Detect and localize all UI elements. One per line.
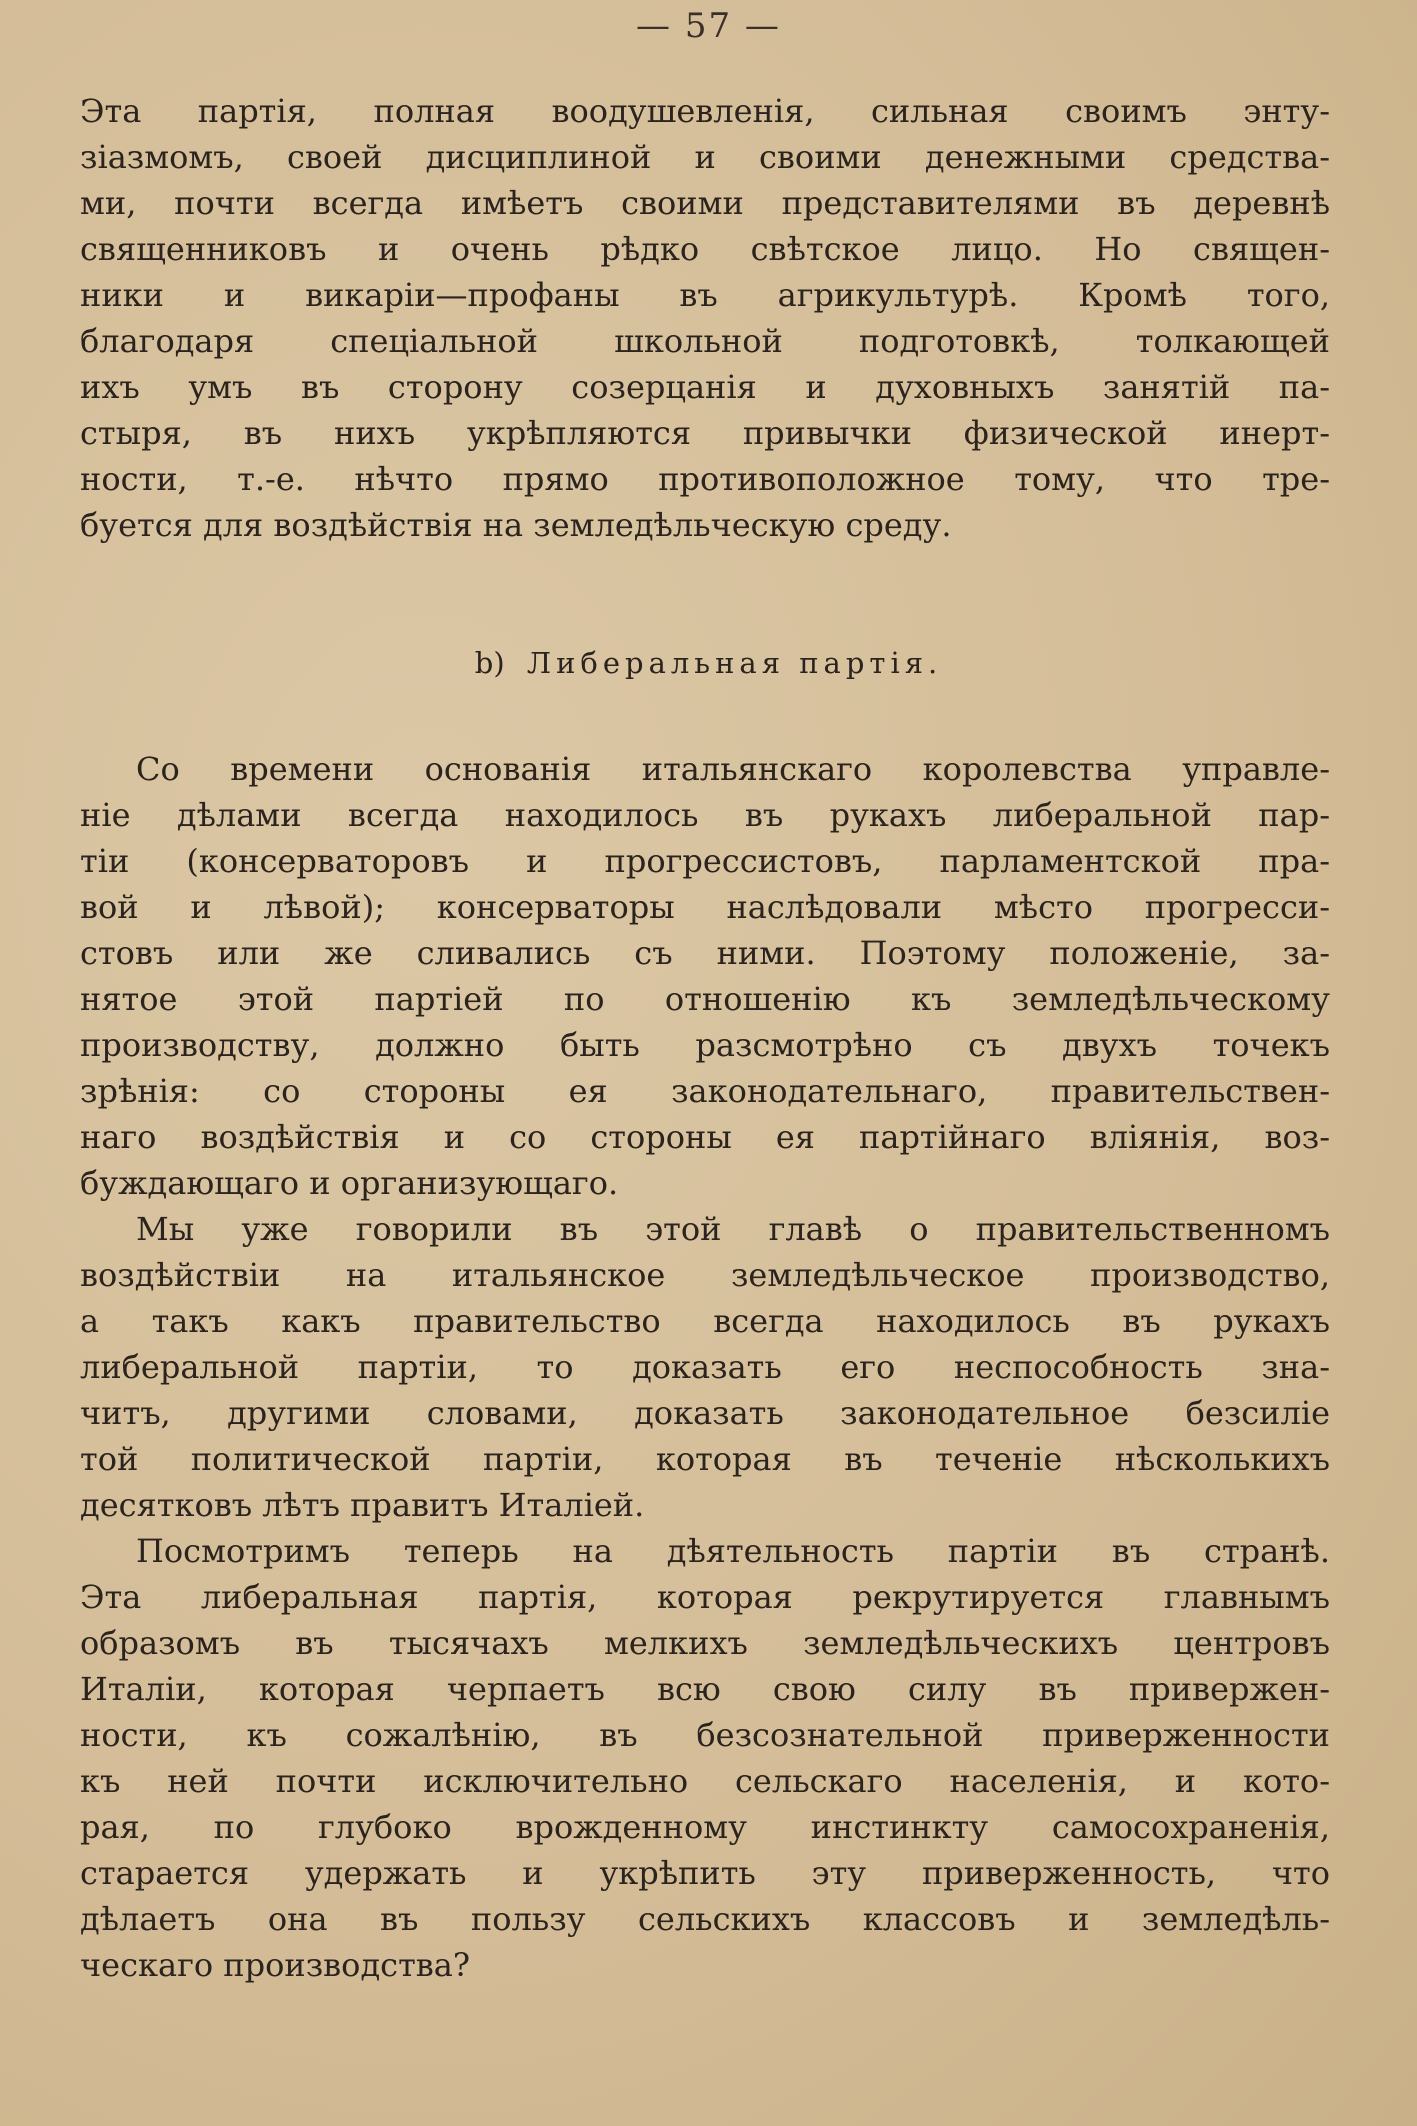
section-marker: b)	[474, 646, 505, 680]
text-line: десятковъ лѣтъ правитъ Италіей.	[80, 1486, 645, 1524]
text-line: ихъ умъ въ сторону созерцанія и духовныхъ занятій па-	[80, 368, 1330, 406]
text-line: благодаря спеціальной школьной подготовкѣ, толкающей	[80, 322, 1330, 360]
text-line: нятое этой партіей по отношенію къ земледѣльческому	[80, 980, 1330, 1018]
text-line: Со времени основанія итальянскаго королевства управле-	[136, 750, 1330, 788]
text-line: Мы уже говорили въ этой главѣ о правительственномъ	[136, 1210, 1330, 1248]
section-heading	[0, 640, 1417, 686]
text-line: вой и лѣвой); консерваторы наслѣдовали мѣсто прогресси-	[80, 888, 1330, 926]
text-line: священниковъ и очень рѣдко свѣтское лицо. Но священ-	[80, 230, 1330, 268]
text-line: образомъ въ тысячахъ мелкихъ земледѣльческихъ центровъ	[80, 1624, 1330, 1662]
text-line: дѣлаетъ она въ пользу сельскихъ классовъ и земледѣль-	[80, 1900, 1330, 1938]
text-line: ніе дѣлами всегда находилось въ рукахъ либеральной пар-	[80, 796, 1330, 834]
text-line: рая, по глубоко врожденному инстинкту самосохраненія,	[80, 1808, 1330, 1846]
paragraph-government-action	[80, 1206, 1330, 1528]
section-title: Либеральная партія.	[526, 646, 943, 680]
text-line: буждающаго и организующаго.	[80, 1164, 619, 1202]
text-line: буется для воздѣйствія на земледѣльческую среду.	[80, 506, 952, 544]
text-line: ности, къ сожалѣнію, въ безсознательной приверженности	[80, 1716, 1330, 1754]
text-line: зіазмомъ, своей дисциплиной и своими денежными средства-	[80, 138, 1330, 176]
text-line: Италіи, которая черпаетъ всю свою силу въ привержен-	[80, 1670, 1330, 1708]
section-body	[80, 746, 1330, 1988]
text-line: тіи (консерваторовъ и прогрессистовъ, парламентской пра-	[80, 842, 1330, 880]
text-line: ности, т.-е. нѣчто прямо противоположное тому, что тре-	[80, 460, 1330, 498]
text-line: производству, должно быть разсмотрѣно съ двухъ точекъ	[80, 1026, 1330, 1064]
text-line: либеральной партіи, то доказать его неспособность зна-	[80, 1348, 1330, 1386]
text-line: ми, почти всегда имѣетъ своими представителями въ деревнѣ	[80, 184, 1330, 222]
text-line: стыря, въ нихъ укрѣпляются привычки физической инерт-	[80, 414, 1330, 452]
paragraph-liberal-party-history	[80, 746, 1330, 1206]
text-line: къ ней почти исключительно сельскаго населенія, и кото-	[80, 1762, 1330, 1800]
text-line: стовъ или же сливались съ ними. Поэтому положеніе, за-	[80, 934, 1330, 972]
text-line: ники и викаріи—профаны въ агрикультурѣ. Кромѣ того,	[80, 276, 1330, 314]
text-line: читъ, другими словами, доказать законодательное безсиліе	[80, 1394, 1330, 1432]
text-line: Эта партія, полная воодушевленія, сильная своимъ энту-	[80, 92, 1330, 130]
text-line: той политической партіи, которая въ теченіе нѣсколькихъ	[80, 1440, 1330, 1478]
text-line: Посмотримъ теперь на дѣятельность партіи въ странѣ.	[136, 1532, 1330, 1570]
text-line: наго воздѣйствія и со стороны ея партійнаго вліянія, воз-	[80, 1118, 1330, 1156]
text-line: зрѣнія: со стороны ея законодательнаго, правительствен-	[80, 1072, 1330, 1110]
paragraph-party-activity	[80, 1528, 1330, 1988]
text-line: старается удержать и укрѣпить эту приверженность, что	[80, 1854, 1330, 1892]
text-line: Эта либеральная партія, которая рекрутируется главнымъ	[80, 1578, 1330, 1616]
page-number: — 57 —	[636, 6, 781, 46]
text-line: воздѣйствіи на итальянское земледѣльческое производство,	[80, 1256, 1330, 1294]
paragraph-clergy	[80, 88, 1330, 548]
text-line: ческаго производства?	[80, 1946, 471, 1984]
text-line: а такъ какъ правительство всегда находилось въ рукахъ	[80, 1302, 1330, 1340]
